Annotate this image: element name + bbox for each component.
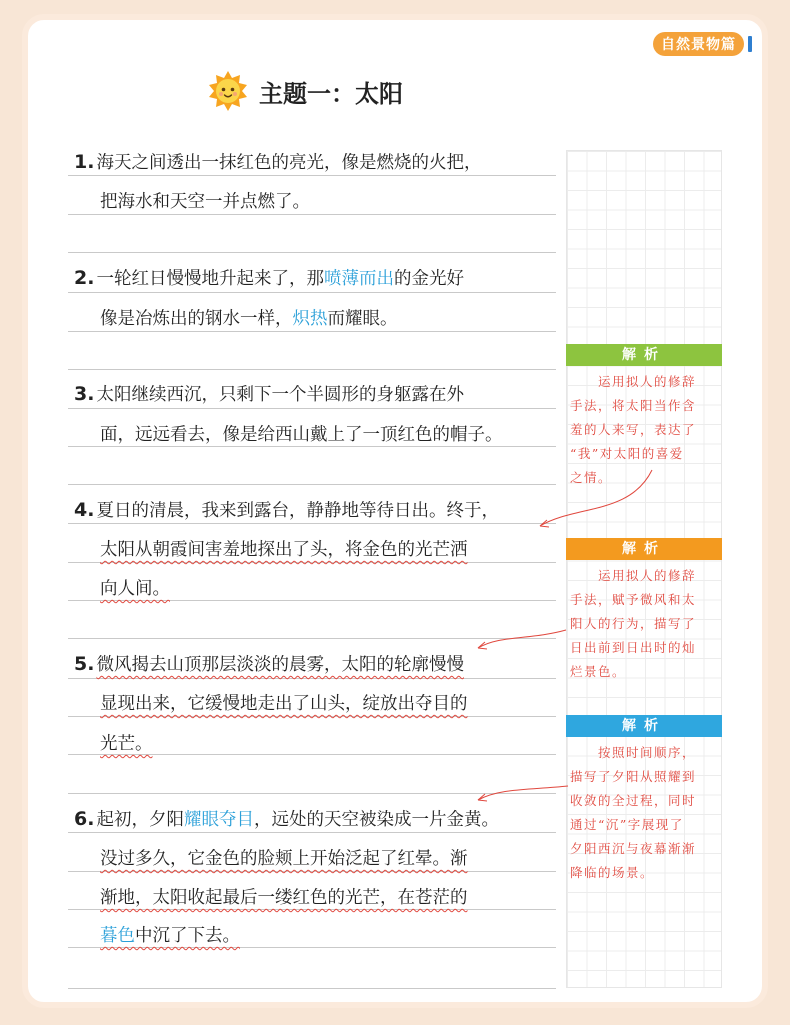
- ruled-line: [68, 331, 556, 332]
- item-text: 起初，夕阳: [96, 810, 184, 830]
- ruled-line: [68, 988, 556, 989]
- item-text: 像是冶炼出的钢水一样，: [100, 309, 293, 329]
- item-number: 2.: [74, 267, 95, 289]
- item-line: [74, 806, 558, 831]
- item-number: 1.: [74, 151, 95, 173]
- section-tag-label: 自然景物篇: [653, 32, 744, 56]
- item-text: 微风揭去山顶那层淡淡的晨雾，太阳的轮廓慢慢: [96, 655, 464, 675]
- note-line: 运用拟人的修辞: [570, 374, 697, 389]
- item-line: [100, 536, 584, 561]
- note-line: 之情。: [570, 470, 613, 485]
- note-body: [570, 741, 720, 885]
- item-line: [100, 305, 584, 330]
- item-text: 中沉了下去。: [135, 926, 240, 946]
- ruled-line: [68, 446, 556, 447]
- ruled-line: [68, 638, 556, 639]
- item-line: [100, 188, 584, 213]
- item-text: 没过多久，它金色的脸颊上开始泛起了红晕。渐: [100, 849, 468, 869]
- note-line: 收敛的全过程，同时: [570, 793, 697, 808]
- note-line: 按照时间顺序，: [570, 745, 697, 760]
- note-line: 羞的人来写，表达了: [570, 422, 697, 437]
- item-text: 太阳从朝霞间害羞地探出了头，将金色的光芒洒: [100, 540, 468, 560]
- ruled-line: [68, 678, 556, 679]
- highlight-phrase: 耀眼夺目: [183, 810, 254, 830]
- note-body: [570, 564, 720, 684]
- ruled-line: [68, 214, 556, 215]
- item-line: [74, 265, 558, 290]
- ruled-line: [68, 252, 556, 253]
- item-line: [100, 575, 584, 600]
- ruled-line: [68, 292, 556, 293]
- section-tag: [653, 32, 752, 56]
- item-text: 太阳继续西沉，只剩下一个半圆形的身躯露在外: [96, 385, 464, 405]
- item-number: 5.: [74, 653, 95, 675]
- item-line: [100, 922, 584, 947]
- ruled-line: [68, 871, 556, 872]
- ruled-line: [68, 175, 556, 176]
- highlight-phrase: 炽热: [292, 309, 328, 329]
- note-heading: 解析: [566, 344, 722, 366]
- ruled-line: [68, 408, 556, 409]
- item-text: 一轮红日慢慢地升起来了，那: [96, 269, 324, 289]
- ruled-line: [68, 369, 556, 370]
- item-line: [100, 730, 584, 755]
- ruled-line: [68, 484, 556, 485]
- note-line: 烂景色。: [570, 664, 627, 679]
- note-line: 通过“沉”字展现了: [570, 817, 684, 832]
- item-line: [74, 149, 558, 174]
- item-text: 海天之间透出一抹红色的亮光，像是燃烧的火把，: [96, 153, 482, 173]
- highlight-phrase: 暮色: [100, 926, 135, 946]
- ruled-line: [68, 523, 556, 524]
- ruled-line: [68, 793, 556, 794]
- page-title: 主题一：太阳: [259, 79, 403, 108]
- ruled-line: [68, 947, 556, 948]
- item-text: 夏日的清晨，我来到露台，静静地等待日出。终于，: [96, 501, 499, 521]
- item-text: 显现出来，它缓慢地走出了山头，绽放出夺目的: [100, 694, 468, 714]
- item-line: [74, 381, 558, 406]
- item-text: 把海水和天空一并点燃了。: [100, 192, 310, 212]
- item-line: [74, 651, 558, 676]
- note-line: 运用拟人的修辞: [570, 568, 697, 583]
- ruled-line: [68, 832, 556, 833]
- item-line: [74, 497, 558, 522]
- item-line: [100, 421, 584, 446]
- note-body: [570, 370, 720, 490]
- item-line: [100, 690, 584, 715]
- item-text: 光芒。: [100, 734, 153, 754]
- note-line: “我”对太阳的喜爱: [570, 446, 684, 461]
- item-number: 4.: [74, 499, 95, 521]
- ruled-line: [68, 716, 556, 717]
- item-text: 渐地，太阳收起最后一缕红色的光芒，在苍茫的: [100, 888, 468, 908]
- item-text: 的金光好: [393, 269, 464, 289]
- note-heading: 解析: [566, 715, 722, 737]
- note-line: 日出前到日出时的灿: [570, 640, 697, 655]
- highlight-phrase: 喷薄而出: [323, 269, 394, 289]
- item-number: 3.: [74, 383, 95, 405]
- note-line: 描写了夕阳从照耀到: [570, 769, 697, 784]
- note-line: 降临的场景。: [570, 865, 655, 880]
- item-number: 6.: [74, 808, 95, 830]
- item-text: 面，远远看去，像是给西山戴上了一顶红色的帽子。: [100, 425, 503, 445]
- note-line: 阳人的行为，描写了: [570, 616, 697, 631]
- ruled-line: [68, 600, 556, 601]
- note-line: 手法，赋予微风和太: [570, 592, 697, 607]
- item-text: ，远处的天空被染成一片金黄。: [253, 810, 499, 830]
- ruled-line: [68, 909, 556, 910]
- item-line: [100, 884, 584, 909]
- section-tag-bar: [748, 36, 752, 52]
- item-line: [100, 845, 584, 870]
- note-line: 手法，将太阳当作含: [570, 398, 697, 413]
- note-heading: 解析: [566, 538, 722, 560]
- item-text: 而耀眼。: [327, 309, 398, 329]
- ruled-line: [68, 562, 556, 563]
- item-text: 向人间。: [100, 579, 170, 599]
- note-line: 夕阳西沉与夜幕渐渐: [570, 841, 697, 856]
